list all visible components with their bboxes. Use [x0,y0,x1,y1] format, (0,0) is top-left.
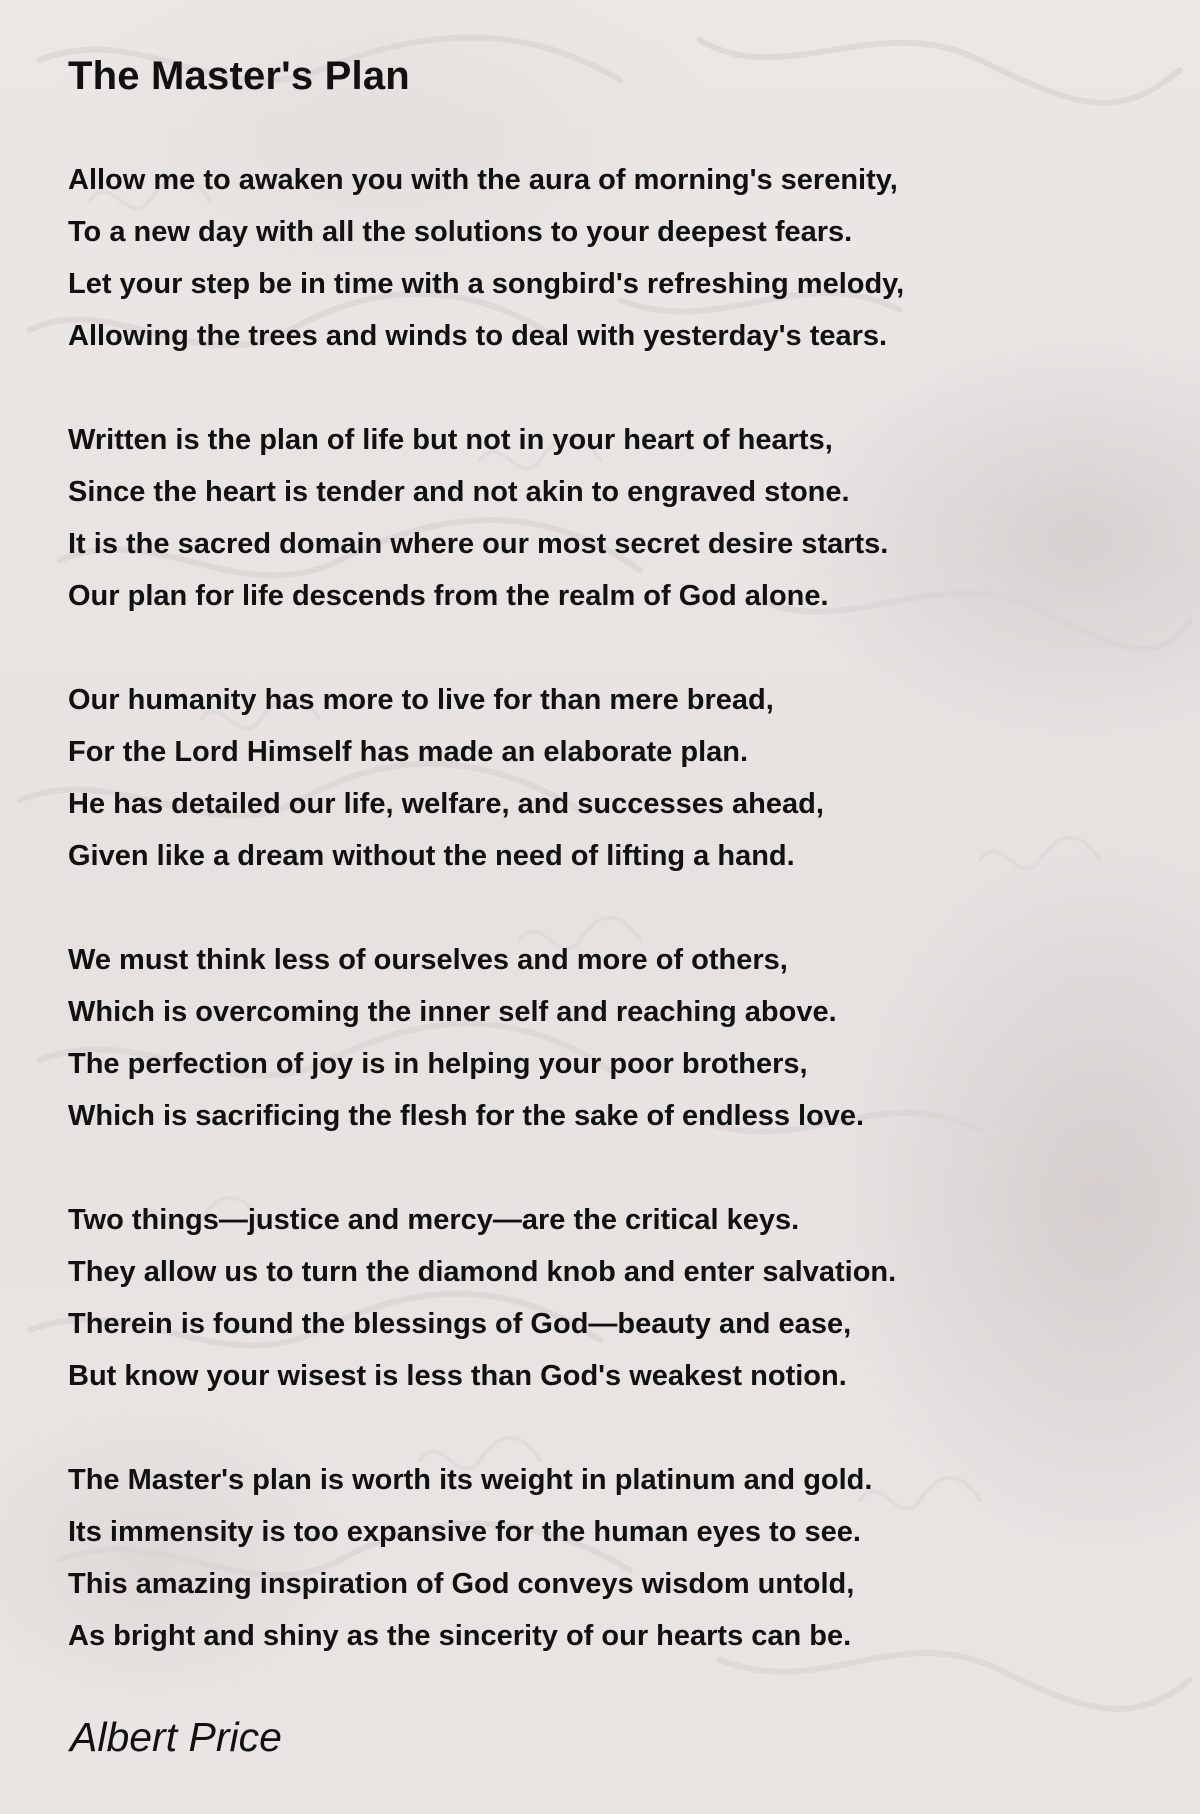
poem-line: Allowing the trees and winds to deal with yesterday's tears. [68,320,888,352]
poem-line: For the Lord Himself has made an elaborate plan. [68,736,749,768]
poem-line: This amazing inspiration of God conveys wisdom untold, [68,1568,855,1600]
poem-line: As bright and shiny as the sincerity of our hearts can be. [68,1620,852,1652]
poem-line: The Master's plan is worth its weight in platinum and gold. [68,1464,873,1496]
poem-line: To a new day with all the solutions to your deepest fears. [68,216,853,248]
stanza-3 [68,674,1148,882]
poem-line: It is the sacred domain where our most secret desire starts. [68,528,889,560]
poem-line: Our humanity has more to live for than mere bread, [68,684,774,716]
stanza-5 [68,1194,1148,1402]
poem-line: Given like a dream without the need of lifting a hand. [68,840,795,872]
stanza-1 [68,154,1148,362]
poem-line: Its immensity is too expansive for the human eyes to see. [68,1516,861,1548]
poem-line: Allow me to awaken you with the aura of morning's serenity, [68,164,898,196]
poem-line: Written is the plan of life but not in your heart of hearts, [68,424,833,456]
poem-line: Let your step be in time with a songbird's refreshing melody, [68,268,905,300]
poem-line: Which is sacrificing the flesh for the sake of endless love. [68,1100,865,1132]
poem-line: Which is overcoming the inner self and reaching above. [68,996,837,1028]
stanza-2 [68,414,1148,622]
poem-line: Therein is found the blessings of God—beauty and ease, [68,1308,852,1340]
poem-line: The perfection of joy is in helping your poor brothers, [68,1048,808,1080]
poem-line: Our plan for life descends from the realm of God alone. [68,580,829,612]
poem-line: He has detailed our life, welfare, and successes ahead, [68,788,824,820]
poem-line: We must think less of ourselves and more of others, [68,944,788,976]
poem-author: Albert Price [70,1714,282,1760]
poem-line: But know your wisest is less than God's weakest notion. [68,1360,847,1392]
poem-line: They allow us to turn the diamond knob and enter salvation. [68,1256,897,1288]
poem-card [68,48,1148,1714]
stanza-6 [68,1454,1148,1662]
poem-title: The Master's Plan [68,54,410,98]
poem-line: Since the heart is tender and not akin to engraved stone. [68,476,850,508]
stanza-4 [68,934,1148,1142]
poem-line: Two things—justice and mercy—are the critical keys. [68,1204,800,1236]
